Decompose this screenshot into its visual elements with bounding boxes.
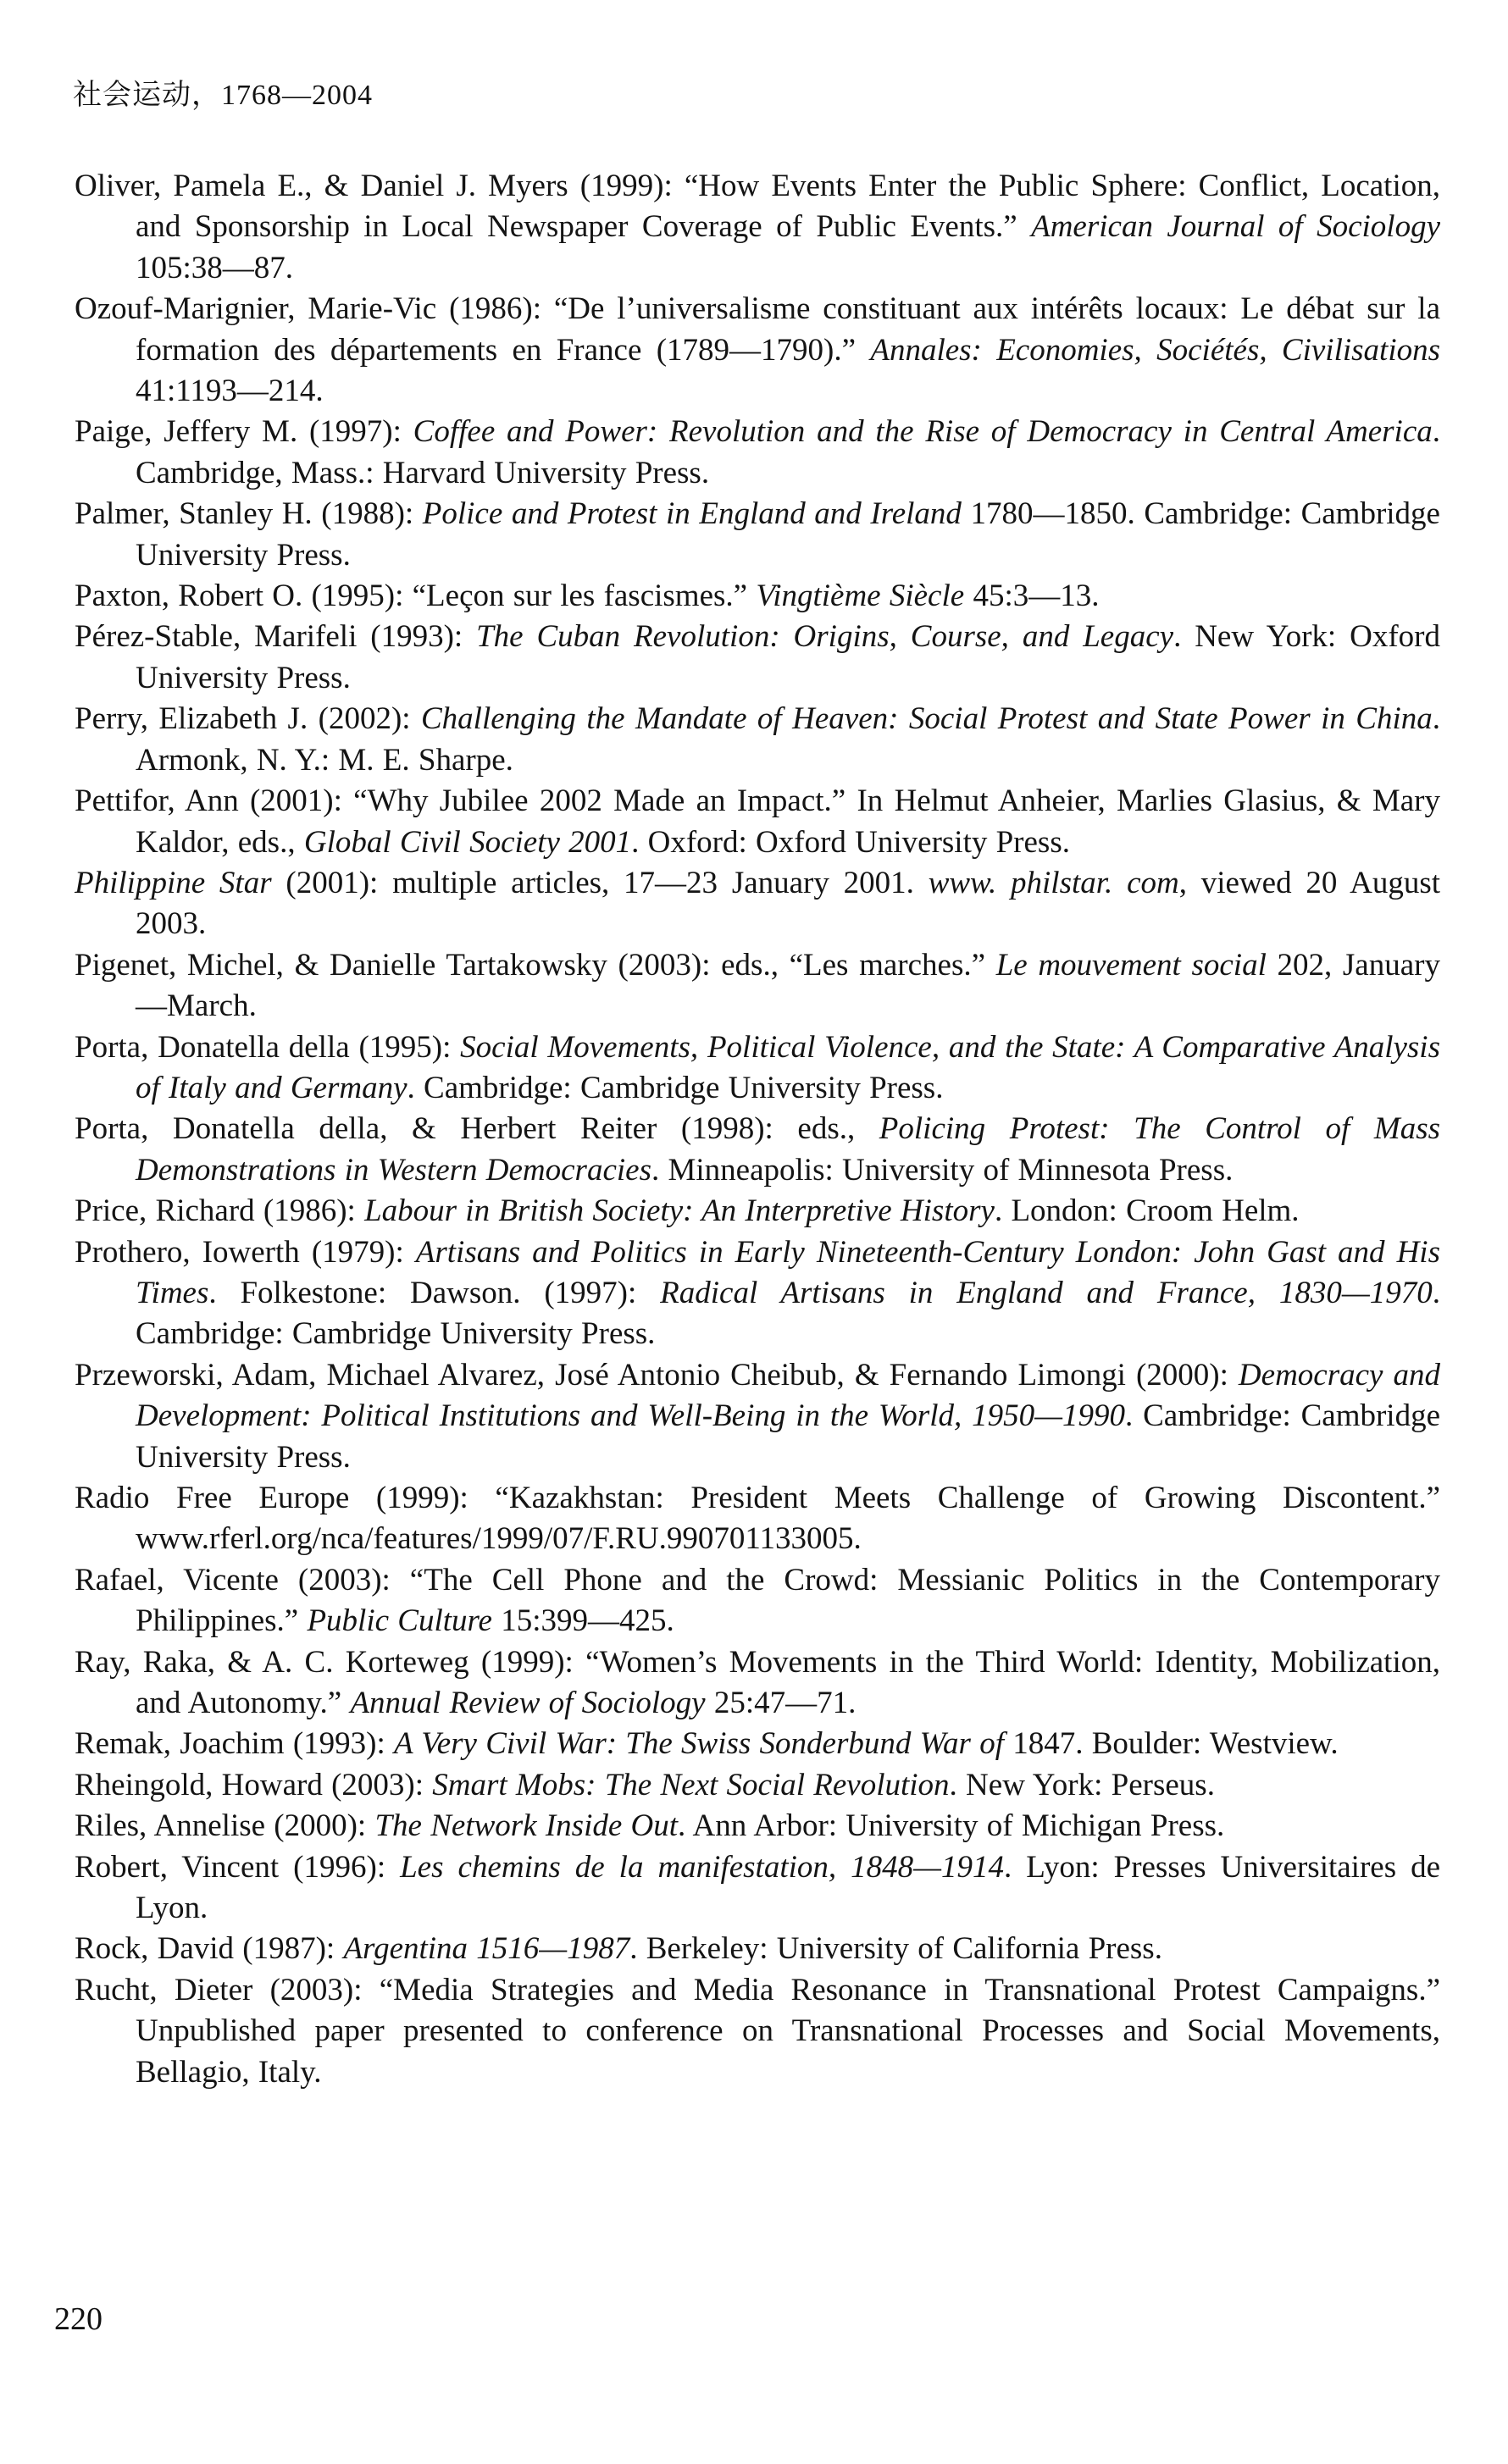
bib-title-italic: American Journal of Sociology (1031, 209, 1440, 245)
bib-entry (75, 412, 1440, 494)
bib-text: Prothero, Iowerth (1979): (75, 1234, 416, 1270)
bib-entry (75, 289, 1440, 412)
bib-text: Pérez-Stable, Marifeli (1993): (75, 619, 477, 655)
bibliography-list (75, 166, 1440, 2093)
bib-text: 45:3—13. (964, 579, 1100, 614)
bib-title-italic: Philippine Star (75, 865, 272, 900)
bib-title-italic: Argentina 1516—1987 (343, 1931, 630, 1967)
bib-title-italic: Democracy and Development: Political Institutions and Well-Being in the World, 1950—1990 (136, 1357, 1441, 1434)
bib-entry (75, 1478, 1440, 1560)
bib-text: 202, January—March. (136, 947, 1440, 1024)
bib-text: Pigenet, Michel, & Danielle Tartakowsky (2003): eds., “Les marches.” (75, 947, 996, 983)
bib-entry (75, 1191, 1440, 1232)
bib-title-italic: Les chemins de la manifestation, 1848—1914 (400, 1849, 1005, 1885)
bib-text: . New York: Oxford University Press. (136, 619, 1440, 695)
bib-entry (75, 945, 1440, 1027)
bib-text: Paige, Jeffery M. (1997): (75, 414, 413, 450)
bib-text: . Armonk, N. Y.: M. E. Sharpe. (136, 701, 1440, 778)
bib-text: . Oxford: Oxford University Press. (631, 824, 1070, 860)
bib-text: Pettifor, Ann (2001): “Why Jubilee 2002 Made an Impact.” In Helmut Anheier, Marlies Glasius, & Mary Kaldor, eds., (75, 783, 1440, 860)
bib-text: Riles, Annelise (2000): (75, 1808, 375, 1844)
bib-entry (75, 1847, 1440, 1930)
bib-title-italic: Annales: Economies, Sociétés, Civilisations (870, 332, 1440, 368)
bib-text: Perry, Elizabeth J. (2002): (75, 701, 421, 737)
bib-entry (75, 1970, 1440, 2093)
bib-text: Radio Free Europe (1999): “Kazakhstan: President Meets Challenge of Growing Discontent.” www.rferl.org/nca/features/1999/07/F.RU.990701133005. (75, 1481, 1440, 1557)
bib-title-italic: Coffee and Power: Revolution and the Rise of Democracy in Central America (413, 414, 1433, 450)
bib-text: . Cambridge: Cambridge University Press. (136, 1275, 1440, 1352)
bib-text: Ray, Raka, & A. C. Korteweg (1999): “Women’s Movements in the Third World: Identity, Mobilization, and Autonomy.” (75, 1644, 1440, 1721)
bib-text: Rucht, Dieter (2003): “Media Strategies and Media Resonance in Transnational Protest Campaigns.” Unpublished paper presented to conference on Transnational Processes and Social Movements, Bellagio, Italy. (75, 1972, 1440, 2090)
bib-text: Porta, Donatella della, & Herbert Reiter (1998): eds., (75, 1111, 879, 1147)
bib-text: Price, Richard (1986): (75, 1193, 365, 1229)
bib-entry (75, 863, 1440, 945)
bib-text: (2001): multiple articles, 17—23 January 2001. (271, 865, 929, 900)
bib-title-italic: Global Civil Society 2001 (303, 824, 632, 860)
bib-text: 25:47—71. (705, 1686, 857, 1721)
bib-text: Paxton, Robert O. (1995): “Leçon sur les fascismes.” (75, 579, 757, 614)
bib-title-italic: Le mouvement social (995, 947, 1267, 983)
bib-title-italic: Social Movements, Political Violence, and the State: A Comparative Analysis of Italy and Germany (136, 1029, 1440, 1105)
bib-text: , viewed 20 August 2003. (136, 865, 1441, 942)
bib-title-italic: A Very Civil War: The Swiss Sonderbund War of (394, 1726, 1004, 1762)
bib-title-italic: Annual Review of Sociology (350, 1686, 706, 1721)
bib-text: Przeworski, Adam, Michael Alvarez, José Antonio Cheibub, & Fernando Limongi (2000): (75, 1357, 1239, 1393)
bib-text: . Ann Arbor: University of Michigan Press. (678, 1808, 1225, 1844)
bib-title-italic: Public Culture (307, 1603, 492, 1639)
bib-text: Robert, Vincent (1996): (75, 1849, 401, 1885)
bib-title-italic: The Network Inside Out (374, 1808, 679, 1844)
bib-text: . Berkeley: University of California Press. (629, 1931, 1162, 1967)
bib-text: . New York: Perseus. (949, 1767, 1215, 1802)
bib-entry (75, 1560, 1440, 1642)
bib-text: Ozouf-Marignier, Marie-Vic (1986): “De l’universalisme constituant aux intérêts locaux: Le débat sur la formation des départements en France (1789—1790).” (75, 291, 1440, 368)
bib-title-italic: Vingtième Siècle (756, 579, 965, 614)
bib-text: Rheingold, Howard (2003): (75, 1767, 433, 1802)
bib-text: . Cambridge, Mass.: Harvard University Press. (136, 414, 1440, 490)
running-header: 社会运动，1768—2004 (73, 80, 373, 111)
bib-title-italic: Labour in British Society: An Interpretive History (364, 1193, 995, 1229)
bib-title-italic: www. philstar. com (928, 865, 1179, 900)
bib-text: Palmer, Stanley H. (1988): (75, 496, 423, 532)
bib-title-italic: Radical Artisans in England and France, 1830—1970 (660, 1275, 1433, 1310)
bib-entry (75, 1232, 1440, 1355)
bib-entry (75, 1355, 1440, 1478)
bib-entry (75, 1724, 1440, 1764)
bib-text: . Cambridge: Cambridge University Press. (407, 1070, 944, 1105)
bib-text: . Folkestone: Dawson. (1997): (208, 1275, 661, 1310)
bib-entry (75, 617, 1440, 699)
bib-text: . Cambridge: Cambridge University Press. (136, 1398, 1440, 1475)
bib-text: Rock, David (1987): (75, 1931, 344, 1967)
bib-text: Remak, Joachim (1993): (75, 1726, 395, 1762)
bib-text: 1847. Boulder: Westview. (1003, 1726, 1339, 1762)
bib-text: 15:399—425. (491, 1603, 674, 1639)
bib-text: Rafael, Vicente (2003): “The Cell Phone and the Crowd: Messianic Politics in the Contemporary Philippines.” (75, 1562, 1440, 1639)
bib-title-italic: Artisans and Politics in Early Nineteenth-Century London: John Gast and His Times (136, 1234, 1440, 1310)
bib-entry (75, 166, 1440, 289)
bib-text: Porta, Donatella della (1995): (75, 1029, 461, 1065)
bib-title-italic: Smart Mobs: The Next Social Revolution (432, 1767, 950, 1802)
bib-title-italic: Policing Protest: The Control of Mass Demonstrations in Western Democracies (136, 1111, 1440, 1188)
bib-text: 105:38—87. (136, 250, 294, 285)
bib-entry (75, 1806, 1440, 1847)
bib-title-italic: The Cuban Revolution: Origins, Course, and Legacy (476, 619, 1174, 655)
bib-text: . London: Croom Helm. (994, 1193, 1300, 1229)
bib-entry (75, 1929, 1440, 1969)
bib-text: . Minneapolis: University of Minnesota Press. (651, 1152, 1234, 1188)
bib-entry (75, 1109, 1440, 1191)
bib-text: Oliver, Pamela E., & Daniel J. Myers (1999): “How Events Enter the Public Sphere: Conflict, Location, and Sponsorship in Local Newspaper Coverage of Public Events.” (75, 169, 1440, 245)
bib-entry (75, 1765, 1440, 1806)
bib-entry (75, 494, 1440, 576)
bib-entry (75, 1027, 1440, 1110)
bib-title-italic: Police and Protest in England and Ireland (422, 496, 962, 532)
bib-entry (75, 576, 1440, 617)
bib-text: 41:1193—214. (136, 374, 324, 409)
bib-text: . Lyon: Presses Universitaires de Lyon. (136, 1849, 1441, 1926)
bib-entry (75, 1642, 1440, 1725)
bib-entry (75, 781, 1440, 863)
bib-title-italic: Challenging the Mandate of Heaven: Social Protest and State Power in China (420, 701, 1433, 737)
bib-text: 1780—1850. Cambridge: Cambridge University Press. (136, 496, 1440, 573)
bib-entry (75, 699, 1440, 781)
page-number: 220 (54, 2301, 103, 2337)
